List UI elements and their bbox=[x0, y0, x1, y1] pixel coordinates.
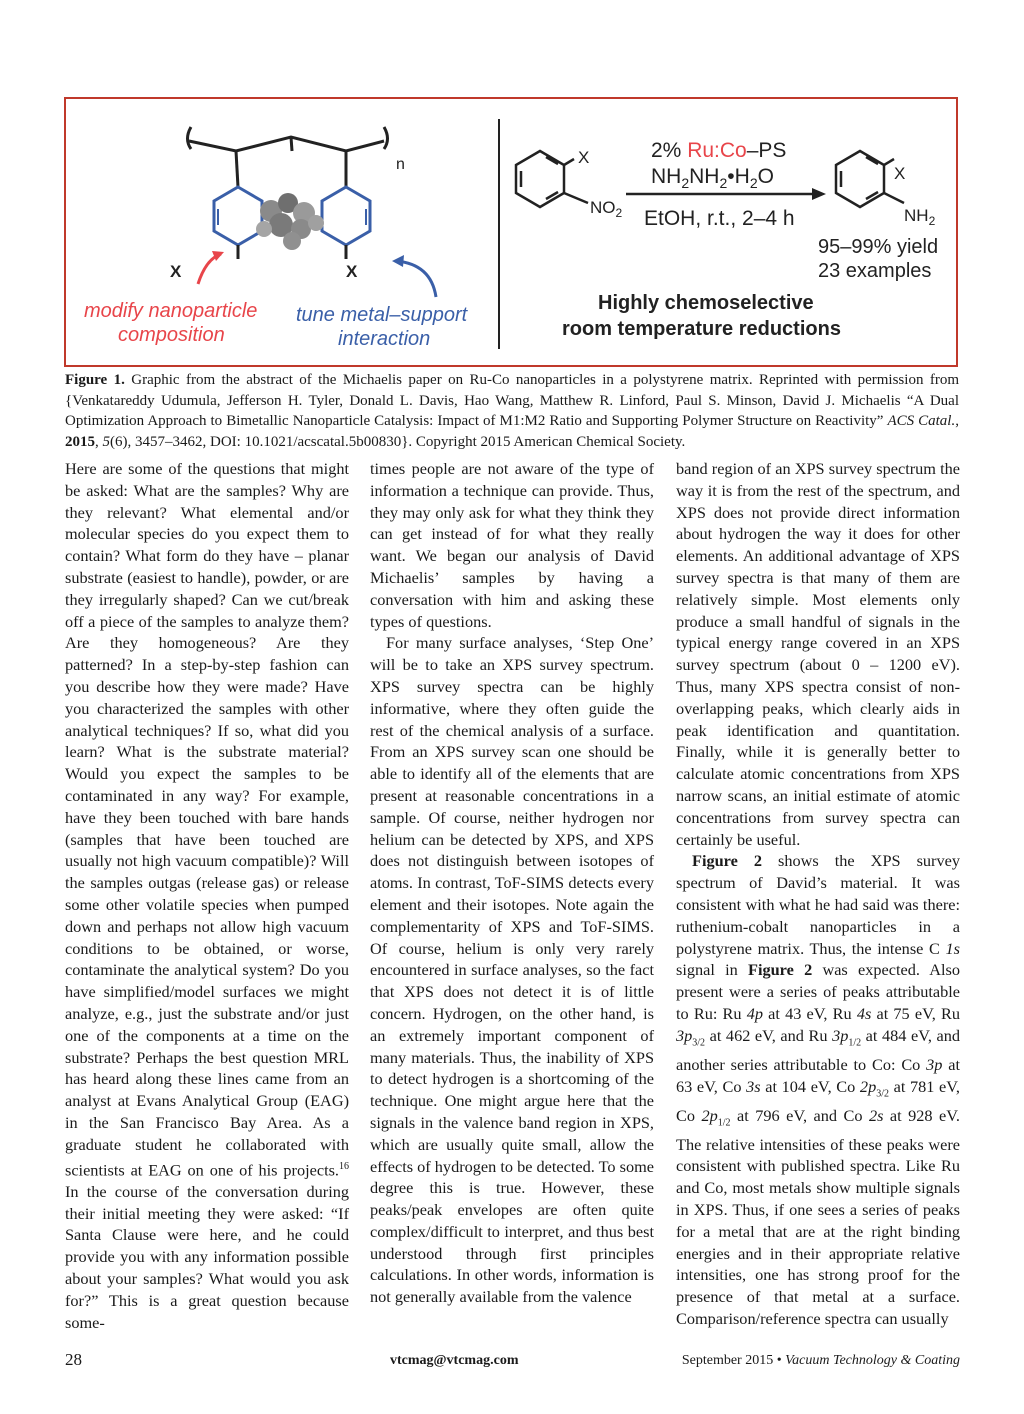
column-1 bbox=[65, 458, 349, 1333]
ru4s-term: 4s bbox=[856, 1003, 872, 1023]
co2p-sub-2: 1/2 bbox=[717, 1116, 731, 1128]
caption-sep-2: , bbox=[95, 433, 103, 450]
col3-text-l: at 928 eV. The relative intensities of these peaks were consistent with published spectra. Like Ru and Co, most metals show multiple signals in XPS. Thus, if one sees a series of peaks for a metal that are at the right binding energies and in their appropriate relative intensities, one has strong proof for the presence of that metal at a surface. Comparison/reference spectra can usually bbox=[676, 1105, 960, 1329]
co3s-term: 3s bbox=[746, 1076, 761, 1096]
ru3p-term-2: 3p bbox=[832, 1025, 849, 1045]
col3-text-h: at 63 eV, Co bbox=[676, 1054, 960, 1096]
col2-paragraph-2: For many surface analyses, ‘Step One’ will be to take an XPS survey spectrum. XPS survey spectra can be highly informative, where they often guide the rest of the chemical analysis of a surface. From an XPS survey scan one should be able to identify all of the elements that are present at reasonable concentrations in a sample. Of course, neither hydrogen nor helium can be detected by XPS, and XPS does not distinguish between isotopes of atoms. In contrast, ToF-SIMS detects every element and their isotopes. Note again the complementarity of XPS and ToF-SIMS. Of course, helium is only very rarely encountered in surface analyses, so the fact that XPS does not detect it is of little concern. Hydrogen, on the other hand, is an extremely important component of many materials. Thus, the inability of XPS to detect hydrogen is a shortcoming of the technique. One might argue here that the signals in the valence band region in XPS, which are usually quite small, allow the effects of hydrogen to be detected. To some degree this is true. However, these peaks/peak envelopes are often quite complex/difficult to interpret, and thus best understood through first principles calculations. In other words, information is not generally available from the valence bbox=[370, 633, 654, 1307]
figure-1-graphic bbox=[64, 97, 958, 367]
column-2 bbox=[370, 458, 654, 1308]
right-x-label: X bbox=[346, 262, 358, 281]
co2s-term: 2s bbox=[868, 1105, 884, 1125]
col3-text-g: at 484 eV, and another series attributable to Co: Co bbox=[676, 1025, 960, 1074]
figure-1-caption bbox=[65, 370, 959, 452]
col3-text-j: at 781 eV, Co bbox=[676, 1076, 961, 1125]
issue-date: September 2015 bbox=[681, 1353, 774, 1368]
caption-journal: ACS Catal. bbox=[887, 413, 956, 429]
reagent-label: $NH_2NH_2•H_2O$ bbox=[651, 165, 774, 191]
annotation-tune-line2: interaction bbox=[338, 328, 431, 350]
yield-label: 95–99% yield bbox=[818, 236, 939, 258]
col3-paragraph-1: band region of an XPS survey spectrum the way it is from the rest of the spectrum, and XPS does not provide direct information about hydrogen the way it does for other elements. An additional advantage of XPS survey spectra is that many of them are relatively simple. Most elements only produce a small handful of signals in the typical energy range covered in an XPS survey spectrum (about 0 – 1200 eV). Thus, many XPS spectra consist of non-overlapping peaks, which clearly aids in peak identification and quantitation. Finally, while it is generally better to calculate atomic concentrations from XPS narrow scans, an initial estimate of atomic concentrations from survey spectra can certainly be useful. bbox=[676, 459, 960, 849]
col3-text-d: at 43 eV, Ru bbox=[762, 1003, 857, 1023]
nanoparticle-cluster bbox=[256, 193, 324, 250]
conditions-label: EtOH, r.t., 2–4 h bbox=[644, 207, 795, 230]
caption-volume: 5 bbox=[102, 433, 110, 450]
ru3p-sub-2: 1/2 bbox=[848, 1036, 862, 1048]
product-nh2: $NH_2$ bbox=[904, 206, 936, 228]
c1s-term: 1s bbox=[945, 938, 960, 958]
col3-text-i: at 104 eV, Co bbox=[760, 1076, 860, 1096]
co2p-term-2: 2p bbox=[701, 1105, 718, 1125]
co2p-sub-1: 3/2 bbox=[876, 1087, 889, 1099]
tagline-line1: Highly chemoselective bbox=[598, 292, 814, 314]
col3-text-k: at 796 eV, and Co bbox=[730, 1105, 869, 1125]
reference-16: 16 bbox=[339, 1160, 349, 1172]
ru3p-sub-1: 3/2 bbox=[692, 1036, 706, 1048]
ru4p-term: 4p bbox=[746, 1003, 763, 1023]
col3-text-e: at 75 eV, Ru bbox=[871, 1003, 960, 1023]
col1-text: Here are some of the questions that might be asked: What are the samples? Why are they relevant? What elemental and/or molecular species do you expect them to contain? What form do they have – planar substrate (easiest to handle), powder, or are they irregularly shaped? Can we cut/break off a piece of the samples to analyze them? Are they homogeneous? Are they patterned? In a step-by-step fashion can you describe how they were made? Have you characterized the samples with other analytical techniques? If so, what did you learn? What is the substrate material? Would you expect the samples to be contaminated in any way? For example, have they been touched with bare hands (samples that have been touched are usually not high vacuum compatible)? Will the samples outgas (release gas) or release some other volatile species when pumped down and perhaps not allow high vacuum conditions to be obtained, or worse, contaminate the analytical system? Do you have simplified/model surfaces we might analyze, e.g., just the substrate and/or just one of the components at a time on the substrate? Perhaps the best question MRL has heard along these lines came from an analyst at Evans Analytical Group (EAG) in the San Francisco Bay Area. As a graduate student he collaborated with scientists at EAG on one of his projects. bbox=[65, 459, 349, 1179]
caption-sep-1: , bbox=[955, 413, 959, 429]
figure-2-ref-b: Figure 2 bbox=[748, 960, 813, 980]
figure-1-svg bbox=[66, 99, 956, 365]
tagline-line2: room temperature reductions bbox=[562, 318, 841, 340]
co2p-term: 2p bbox=[859, 1076, 877, 1096]
reactant-x: X bbox=[578, 148, 590, 167]
product-x: X bbox=[894, 164, 906, 183]
reactant-no2: $NO_2$ bbox=[590, 198, 623, 220]
caption-label: Figure 1. bbox=[65, 372, 125, 388]
annotation-modify-line2: composition bbox=[118, 324, 225, 346]
col3-text-f: at 462 eV, and Ru bbox=[705, 1025, 833, 1045]
left-x-label: X bbox=[170, 262, 182, 281]
col1-paragraph bbox=[65, 458, 349, 1333]
page-number: 28 bbox=[65, 1350, 82, 1369]
figure-2-ref-a: Figure 2 bbox=[692, 851, 762, 871]
footer-bullet: • bbox=[776, 1353, 782, 1368]
blue-arrow-head bbox=[392, 255, 404, 267]
col1-text-end: In the course of the conversation during their initial meeting they were asked: “If Santa Clause were here, and he could provide you with any information possible about your samples? What would you ask for?” This is a great question because some- bbox=[65, 1181, 349, 1332]
footer-email[interactable]: vtcmag@vtcmag.com bbox=[390, 1353, 519, 1368]
col3-text-a: shows the XPS survey spectrum of David’s material. It was consistent with what he had said was there: ruthenium-cobalt nanoparticles in a polystyrene matrix. Thus, the intense C bbox=[676, 851, 960, 958]
col3-text-c: was expected. Also present were a series of peaks attributable to Ru: Ru bbox=[676, 960, 960, 1023]
col3-paragraph-2 bbox=[676, 850, 960, 1329]
annotation-modify-line1: modify nanoparticle bbox=[84, 300, 258, 322]
caption-text-1: Graphic from the abstract of the Michaelis paper on Ru-Co nanoparticles in a polystyrene matrix. Reprinted with permission from {Venkatareddy Udumula, Jefferson H. Tyler, Donald L. Davis, Hao Wang, Matthew R. Linford, Paul S. Minson, David J. Michaelis “A Dual Optimization Approach to Bimetallic Nanoparticle Catalysis: Impact of M1:M2 Ratio and Supporting Polymer Structure on Reactivity” bbox=[65, 372, 959, 429]
caption-text-4: (6), 3457–3462, DOI: 10.1021/acscatal.5b00830}. Copyright 2015 American Chemical Society. bbox=[110, 433, 686, 450]
polymer-n-subscript: n bbox=[396, 156, 405, 173]
ru3p-term: 3p bbox=[676, 1025, 693, 1045]
col2-paragraph-1: times people are not aware of the type of information a technique can provide. Thus, they may only ask for what they think they can get instead of for what they really want. We began our analysis of David Michaelis’ samples by having a conversation with him and asking these types of questions. bbox=[370, 459, 654, 631]
magazine-name: Vacuum Technology & Coating bbox=[785, 1353, 960, 1368]
caption-year: 2015 bbox=[65, 433, 95, 450]
col3-text-b: signal in bbox=[676, 960, 749, 980]
annotation-tune-line1: tune metal–support bbox=[296, 304, 468, 326]
reaction-arrow-head bbox=[812, 188, 826, 200]
catalyst-label: 2% Ru:Co–PS bbox=[651, 139, 787, 162]
column-3 bbox=[676, 458, 960, 1330]
footer-issue bbox=[682, 1353, 960, 1369]
co3p-term: 3p bbox=[926, 1054, 943, 1074]
examples-label: 23 examples bbox=[818, 260, 932, 282]
